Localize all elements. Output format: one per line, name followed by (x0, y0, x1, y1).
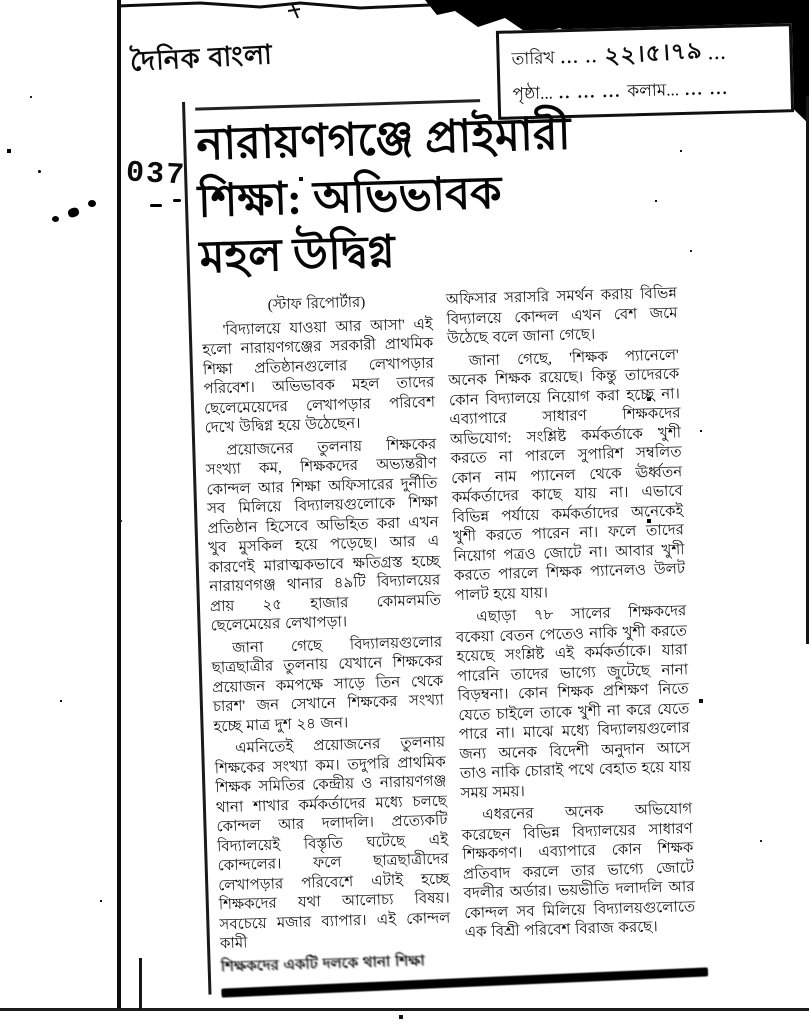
article-headline (195, 102, 692, 287)
article-column-2 (446, 284, 697, 973)
headline-line-3: মহল উদ্বিগ্ন (198, 227, 396, 283)
article-body (201, 284, 713, 980)
paragraph: এমনিতেই প্রয়োজনের তুলনায় শিক্ষকের সংখ্যা কম। তদুপরি প্রাথমিক শিক্ষক সমিতির কেন্দ্রীয় ও নারায়ণগঞ্জ থানা শাখার কর্মকর্তাদের মধ্যে চলছে কোন্দল আর দলাদলি। প্রত্যেকটি বিদ্যালয়েই বিস্তৃতি ঘটেছে এই কোন্দলের। ফলে ছাত্রছাত্রীদের লেখাপড়ার পরিবেশে এটাই হচ্ছে শিক্ষকদের যথা আলোচ্য বিষয়। সবচেয়ে মজার ব্যাপার। এই কোন্দল কামী (214, 734, 451, 953)
ink-blot (52, 216, 59, 222)
paragraph: জানা গেছে, 'শিক্ষক প্যানেলে' অনেক শিক্ষক রয়েছে। কিন্তু তাদেরকে কোন বিদ্যালয়ে নিয়োগ করা হচ্ছে না। এব্যাপারে সাধারণ শিক্ষকদের অভিযোগ: সংশ্লিষ্ট কর্মকর্তাকে খুশী করতে না পারলে সুপারিশ সম্বলিত কোন নাম প্যানেল থেকে ঊর্ধ্বতন কর্মকর্তাদের কাছে যায় না। এভাবে বিভিন্ন পর্যায়ে কর্মকর্তাদের অনেকেই খুশী করতে পারেন না। ফলে তাদের নিয়োগ পত্রও জোটে না। আবার খুশী করতে পারলে শিক্ষক প্যানেলও উলট পালট হয়ে যায়। (448, 346, 686, 604)
ink-blot (67, 206, 80, 218)
column-label: কলাম... (627, 80, 680, 101)
page-label: পৃষ্ঠা... (512, 83, 554, 104)
newspaper-name: দৈনিক বাংলা (129, 39, 274, 77)
headline-line-1: নারায়ণগঞ্জে প্রাইমারী (195, 108, 572, 170)
bottom-vertical-rule (139, 958, 142, 1010)
handwritten-date: ২২।৫।৭৯ (603, 37, 703, 69)
paragraph: অফিসার সরাসরি সমর্থন করায় বিভিন্ন বিদ্যালয়ে কোন্দল এখন বেশ জমে উঠেছে বলে জানা গেছে। (445, 285, 678, 348)
paragraph: প্রয়োজনের তুলনায় শিক্ষকের সংখ্যা কম, শিক্ষকদের অভ্যন্তরীণ কোন্দল আর শিক্ষা অফিসারের দুর্নীতি সব মিলিয়ে বিদ্যালয়গুলোকে শিক্ষা প্রতিষ্ঠান হিসেবে অভিহিত করা এখন খুব মুসকিল হয়ে পড়েছে। আর এ কারণেই মারাত্মকভাবে ক্ষতিগ্রস্ত হচ্ছে নারায়ণগঞ্জ থানার ৪৯টি বিদ্যালয়ের প্রায় ২৫ হাজার কোমলমতি ছেলেমেয়ের লেখাপড়া। (205, 436, 442, 635)
ink-blot (38, 170, 41, 173)
dotted-leader: ... ... (684, 78, 729, 99)
paragraph: এছাড়া ৭৮ সালের শিক্ষকদের বকেয়া বেতন পেতেও নাকি খুশী করতে হয়েছে সংশ্লিষ্ট এই কর্মকর্তাকে। যারা পারেনি তাদের ভাগ্যে জুটেছে নানা বিড়ম্বনা। কোন শিক্ষক প্রশিক্ষণ নিতে যেতে চাইলে তাকে খুশী না করে যেতে পারে না। মাঝে মধ্যে বিদ্যালয়গুলোর জন্য অনেক বিদেশী অনুদান আসে তাও নাকি চোরাই পথে বেহাত হয়ে যায় সময় সময়। (455, 603, 692, 802)
date-label: তারিখ (511, 48, 555, 69)
ink-blot (150, 204, 162, 207)
article-column-1 (201, 292, 452, 981)
page-fold-line (117, 0, 121, 1011)
file-number-stamp: 037 (125, 156, 187, 194)
paragraph: এধরনের অনেক অভিযোগ করেছেন বিভিন্ন বিদ্যালয়ের সাধারণ শিক্ষকগণ। এব্যাপারে কোন শিক্ষক প্রতিবাদ করলে তার ভাগ্যে জোটে বদলীর অর্ডার। ভয়ভীতি দলাদলি আর কোন্দল সব মিলিয়ে বিদ্যালয়গুলোতে এক বিশ্রী পরিবেশ বিরাজ করছে। (461, 801, 696, 942)
paragraph: 'বিদ্যালয়ে যাওয়া আর আসা' এই হলো নারায়ণগঞ্জের সরকারী প্রাথমিক শিক্ষা প্রতিষ্ঠানগুলোর লেখাপড়ার পরিবেশ। অভিভাবক মহল তাদের ছেলেমেয়েদের লেখাপড়ার পরিবেশ দেখে উদ্বিগ্ন হয়ে উঠেছেন। (202, 316, 436, 437)
headline-line-2: শিক্ষা: অভিভাবক (197, 167, 503, 227)
paragraph-smudged: শিক্ষকদের একটি দলকে থানা শিক্ষা (220, 952, 425, 975)
stamp-date-row (511, 31, 780, 77)
paragraph: জানা গেছে বিদ্যালয়গুলোর ছাত্রছাত্রীর তুলনায় যেখানে শিক্ষকের প্রয়োজন কমপক্ষে সাড়ে তিন থেকে চারশ' জন সেখানে শিক্ষকের সংখ্যা হচ্ছে মাত্র দুশ ২৪ জন। (211, 634, 445, 735)
ink-blot (173, 199, 181, 202)
dotted-leader: ... .. (560, 47, 599, 68)
byline: (স্টাফ রিপোর্টার) (267, 294, 366, 314)
newspaper-clipping (182, 87, 713, 995)
dotted-leader: .. ... ... (558, 81, 622, 103)
scanner-noise (0, 0, 2, 2)
page-bottom-edge (0, 1008, 809, 1011)
ink-blot (88, 200, 96, 207)
dotted-leader: ... (708, 43, 728, 64)
